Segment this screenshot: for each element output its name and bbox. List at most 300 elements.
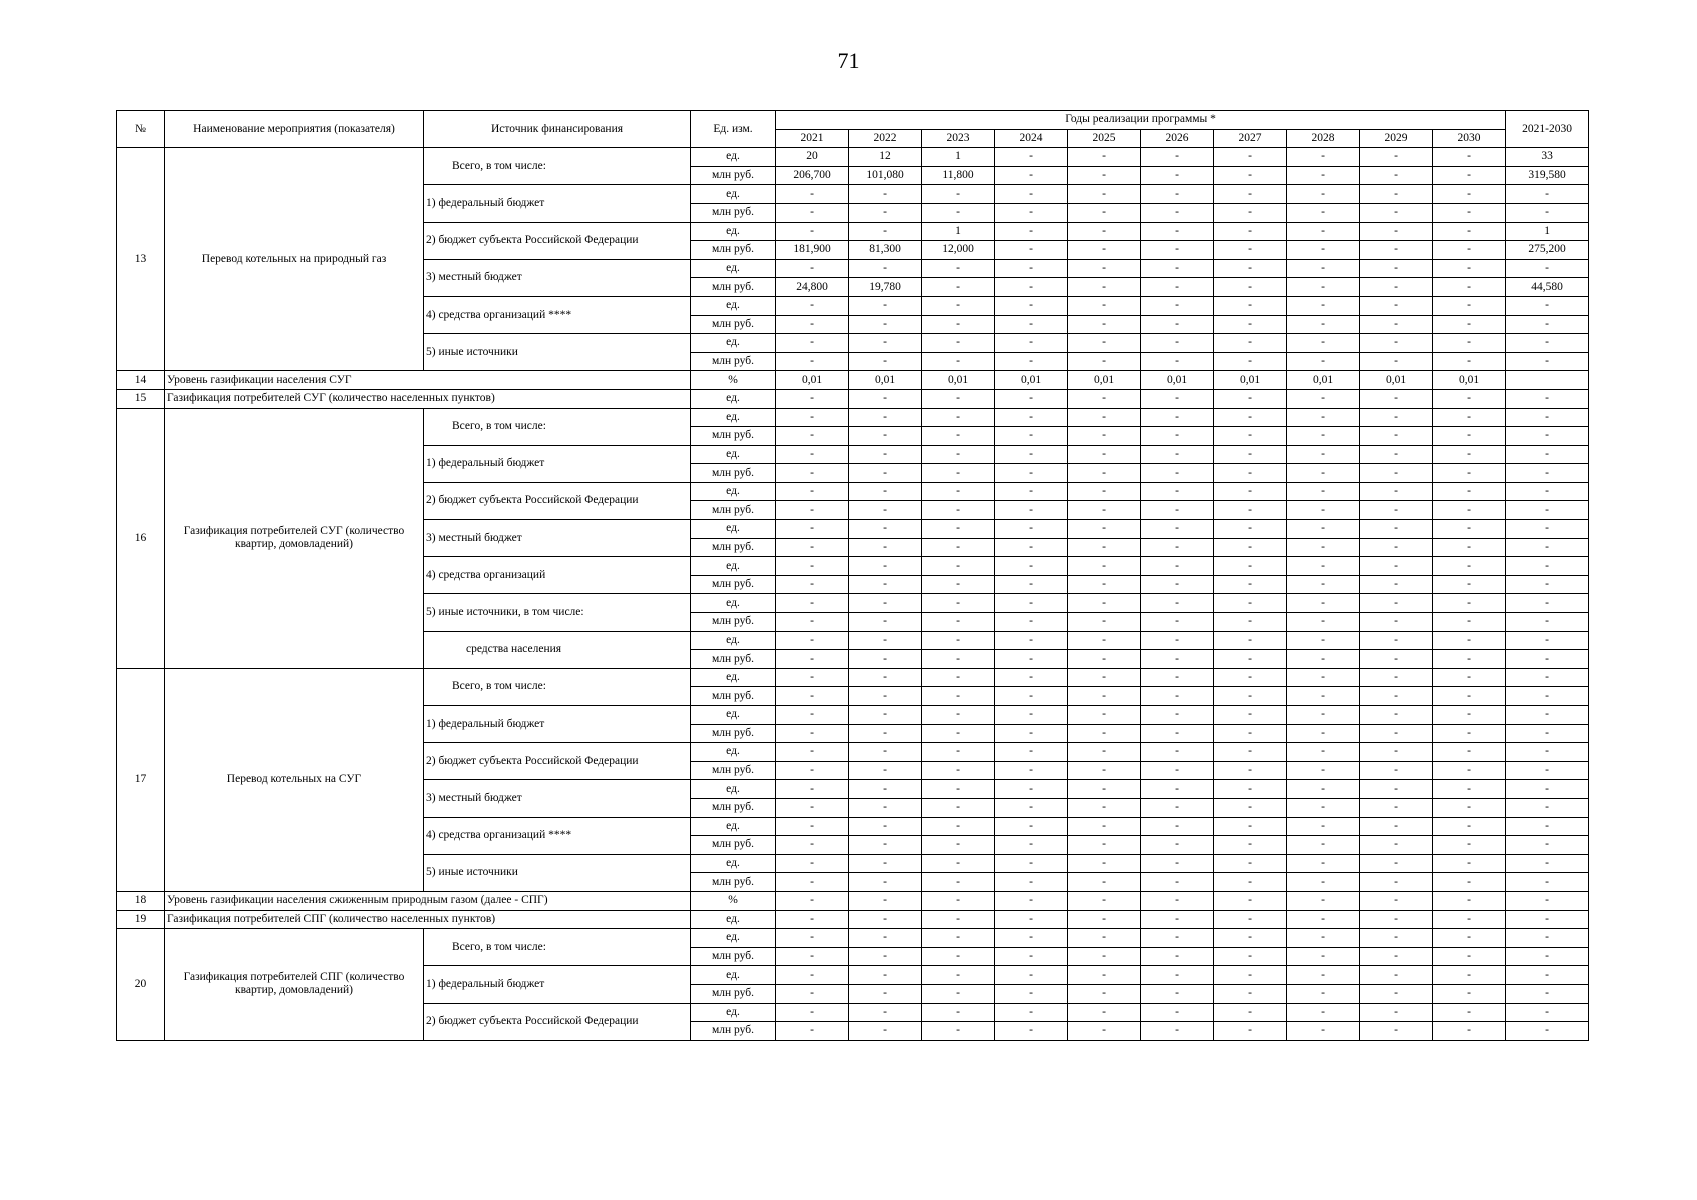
value-cell: - [1287, 780, 1360, 799]
row-number: 18 [117, 891, 165, 910]
value-cell: - [849, 854, 922, 873]
value-cell: - [849, 706, 922, 725]
value-cell: - [776, 631, 849, 650]
value-cell: - [776, 222, 849, 241]
value-cell: - [995, 482, 1068, 501]
table-row [117, 929, 1589, 948]
value-cell: - [776, 315, 849, 334]
row-unit: ед. [691, 706, 776, 725]
value-cell: - [995, 836, 1068, 855]
total-cell: 319,580 [1506, 166, 1589, 185]
value-cell: - [1360, 854, 1433, 873]
row-unit: ед. [691, 445, 776, 464]
value-cell: - [776, 947, 849, 966]
value-cell: - [849, 427, 922, 446]
value-cell: - [1141, 891, 1214, 910]
row-unit: ед. [691, 929, 776, 948]
value-cell: - [1068, 389, 1141, 408]
value-cell: - [1214, 352, 1287, 371]
row-unit: млн руб. [691, 687, 776, 706]
value-cell: - [776, 984, 849, 1003]
value-cell: 0,01 [849, 371, 922, 390]
value-cell: - [1141, 836, 1214, 855]
value-cell: - [922, 966, 995, 985]
value-cell: - [1360, 464, 1433, 483]
table-row [117, 891, 1589, 910]
value-cell: - [1433, 706, 1506, 725]
value-cell: - [995, 743, 1068, 762]
value-cell: - [1433, 464, 1506, 483]
value-cell: - [1214, 780, 1287, 799]
value-cell: - [995, 389, 1068, 408]
total-cell: - [1506, 984, 1589, 1003]
value-cell: - [776, 389, 849, 408]
value-cell: - [1141, 408, 1214, 427]
value-cell: - [1433, 947, 1506, 966]
row-unit: ед. [691, 668, 776, 687]
value-cell: - [1214, 445, 1287, 464]
funding-source: 4) средства организаций **** [424, 296, 691, 333]
value-cell: - [849, 482, 922, 501]
total-cell: - [1506, 817, 1589, 836]
value-cell: - [1068, 1003, 1141, 1022]
value-cell: - [849, 575, 922, 594]
value-cell: - [1068, 166, 1141, 185]
funding-source: 4) средства организаций **** [424, 817, 691, 854]
value-cell: - [776, 203, 849, 222]
funding-source: 2) бюджет субъекта Российской Федерации [424, 743, 691, 780]
value-cell: - [922, 315, 995, 334]
value-cell: - [1214, 185, 1287, 204]
value-cell: - [922, 278, 995, 297]
value-cell: - [1214, 334, 1287, 353]
value-cell: 24,800 [776, 278, 849, 297]
total-cell: - [1506, 427, 1589, 446]
value-cell: - [922, 650, 995, 669]
value-cell: - [1141, 984, 1214, 1003]
funding-source: 3) местный бюджет [424, 520, 691, 557]
total-cell: - [1506, 613, 1589, 632]
value-cell: - [1214, 743, 1287, 762]
header-year: 2023 [922, 129, 995, 148]
value-cell: - [922, 594, 995, 613]
value-cell: - [776, 798, 849, 817]
value-cell: - [995, 148, 1068, 167]
value-cell: - [1214, 836, 1287, 855]
value-cell: - [995, 538, 1068, 557]
value-cell: - [849, 464, 922, 483]
value-cell: - [849, 185, 922, 204]
value-cell: - [1214, 854, 1287, 873]
value-cell: - [1433, 668, 1506, 687]
value-cell: - [1360, 427, 1433, 446]
total-cell: - [1506, 520, 1589, 539]
value-cell: - [776, 1003, 849, 1022]
value-cell: - [1068, 836, 1141, 855]
value-cell: - [922, 520, 995, 539]
value-cell: - [849, 668, 922, 687]
value-cell: - [1287, 594, 1360, 613]
value-cell: - [1287, 798, 1360, 817]
value-cell: - [1360, 185, 1433, 204]
row-unit: ед. [691, 854, 776, 873]
funding-source: 1) федеральный бюджет [424, 445, 691, 482]
value-cell: - [1360, 575, 1433, 594]
value-cell: - [1360, 538, 1433, 557]
value-cell: - [1360, 798, 1433, 817]
total-cell: - [1506, 538, 1589, 557]
total-cell: - [1506, 259, 1589, 278]
row-unit: ед. [691, 520, 776, 539]
value-cell: - [1141, 668, 1214, 687]
value-cell: - [776, 910, 849, 929]
value-cell: - [922, 854, 995, 873]
value-cell: - [1214, 947, 1287, 966]
value-cell: - [1287, 966, 1360, 985]
value-cell: - [922, 203, 995, 222]
value-cell: - [995, 241, 1068, 260]
value-cell: - [995, 334, 1068, 353]
value-cell: - [1214, 166, 1287, 185]
value-cell: - [922, 798, 995, 817]
funding-source: 4) средства организаций [424, 557, 691, 594]
value-cell: - [1214, 278, 1287, 297]
value-cell: - [1360, 1003, 1433, 1022]
value-cell: - [995, 352, 1068, 371]
value-cell: - [1433, 482, 1506, 501]
value-cell: - [1141, 1022, 1214, 1041]
value-cell: - [995, 817, 1068, 836]
value-cell: - [1360, 613, 1433, 632]
value-cell: - [995, 445, 1068, 464]
value-cell: - [922, 817, 995, 836]
value-cell: - [1287, 464, 1360, 483]
total-cell: - [1506, 1003, 1589, 1022]
value-cell: - [922, 724, 995, 743]
value-cell: - [849, 929, 922, 948]
value-cell: - [1287, 315, 1360, 334]
value-cell: - [1068, 352, 1141, 371]
value-cell: - [1141, 203, 1214, 222]
value-cell: - [1214, 724, 1287, 743]
value-cell: - [849, 557, 922, 576]
value-cell: - [1433, 185, 1506, 204]
row-unit: млн руб. [691, 798, 776, 817]
value-cell: - [1068, 650, 1141, 669]
value-cell: - [1141, 687, 1214, 706]
value-cell: - [849, 389, 922, 408]
value-cell: - [1433, 761, 1506, 780]
value-cell: - [1433, 241, 1506, 260]
value-cell: - [995, 557, 1068, 576]
value-cell: - [1287, 873, 1360, 892]
header-year: 2028 [1287, 129, 1360, 148]
value-cell: - [1141, 966, 1214, 985]
value-cell: - [1360, 650, 1433, 669]
value-cell: - [1433, 501, 1506, 520]
value-cell: - [922, 687, 995, 706]
value-cell: - [922, 408, 995, 427]
value-cell: - [995, 724, 1068, 743]
funding-source: 3) местный бюджет [424, 259, 691, 296]
value-cell: - [849, 613, 922, 632]
value-cell: - [776, 650, 849, 669]
row-number: 13 [117, 148, 165, 371]
value-cell: - [1214, 984, 1287, 1003]
value-cell: - [1360, 594, 1433, 613]
row-unit: ед. [691, 557, 776, 576]
header-year: 2025 [1068, 129, 1141, 148]
value-cell: - [1433, 798, 1506, 817]
value-cell: - [922, 631, 995, 650]
value-cell: - [1214, 873, 1287, 892]
value-cell: - [1433, 575, 1506, 594]
value-cell: - [776, 296, 849, 315]
value-cell: - [922, 185, 995, 204]
value-cell: - [1068, 296, 1141, 315]
value-cell: - [1433, 538, 1506, 557]
value-cell: - [1360, 984, 1433, 1003]
row-unit: ед. [691, 185, 776, 204]
value-cell: - [849, 445, 922, 464]
value-cell: - [849, 966, 922, 985]
value-cell: - [995, 947, 1068, 966]
value-cell: - [1214, 668, 1287, 687]
value-cell: - [849, 984, 922, 1003]
value-cell: - [995, 501, 1068, 520]
value-cell: - [1214, 891, 1287, 910]
total-cell: - [1506, 910, 1589, 929]
value-cell: - [1433, 352, 1506, 371]
row-unit: млн руб. [691, 613, 776, 632]
row-unit: ед. [691, 817, 776, 836]
value-cell: - [1068, 761, 1141, 780]
value-cell: - [995, 631, 1068, 650]
row-unit: ед. [691, 334, 776, 353]
value-cell: - [776, 613, 849, 632]
table-row [117, 668, 1589, 687]
value-cell: - [922, 259, 995, 278]
value-cell: - [1433, 389, 1506, 408]
value-cell: - [995, 613, 1068, 632]
value-cell: - [995, 891, 1068, 910]
row-number: 19 [117, 910, 165, 929]
value-cell: - [1068, 538, 1141, 557]
value-cell: - [1214, 538, 1287, 557]
value-cell: - [849, 501, 922, 520]
value-cell: - [1360, 724, 1433, 743]
value-cell: - [1360, 557, 1433, 576]
row-unit: ед. [691, 408, 776, 427]
header-no: № [117, 111, 165, 148]
value-cell: - [1360, 241, 1433, 260]
value-cell: - [1141, 798, 1214, 817]
value-cell: - [849, 798, 922, 817]
value-cell: - [1287, 668, 1360, 687]
total-cell: - [1506, 334, 1589, 353]
value-cell: - [1214, 427, 1287, 446]
value-cell: - [1068, 334, 1141, 353]
value-cell: - [1068, 854, 1141, 873]
value-cell: 0,01 [1360, 371, 1433, 390]
row-unit: млн руб. [691, 427, 776, 446]
total-cell: - [1506, 891, 1589, 910]
row-unit: млн руб. [691, 984, 776, 1003]
value-cell: - [1287, 910, 1360, 929]
value-cell: - [1068, 315, 1141, 334]
value-cell: - [1068, 427, 1141, 446]
value-cell: - [1141, 631, 1214, 650]
value-cell: - [922, 947, 995, 966]
total-cell: - [1506, 594, 1589, 613]
row-unit: млн руб. [691, 166, 776, 185]
value-cell: - [1068, 929, 1141, 948]
value-cell: - [1360, 482, 1433, 501]
value-cell: - [1287, 854, 1360, 873]
value-cell: - [1214, 389, 1287, 408]
value-cell: - [1360, 761, 1433, 780]
total-cell: - [1506, 464, 1589, 483]
value-cell: - [995, 166, 1068, 185]
value-cell: - [922, 873, 995, 892]
value-cell: - [1214, 464, 1287, 483]
value-cell: - [1068, 575, 1141, 594]
value-cell: - [1433, 687, 1506, 706]
value-cell: - [922, 538, 995, 557]
value-cell: - [1214, 482, 1287, 501]
row-unit: млн руб. [691, 278, 776, 297]
value-cell: - [849, 687, 922, 706]
value-cell: - [1360, 966, 1433, 985]
value-cell: - [849, 743, 922, 762]
value-cell: - [1360, 389, 1433, 408]
total-cell: - [1506, 1022, 1589, 1041]
value-cell: - [776, 482, 849, 501]
value-cell: - [1141, 389, 1214, 408]
value-cell: - [1287, 520, 1360, 539]
value-cell: - [922, 352, 995, 371]
value-cell: 0,01 [1214, 371, 1287, 390]
value-cell: - [1287, 817, 1360, 836]
value-cell: - [1068, 520, 1141, 539]
value-cell: - [1287, 445, 1360, 464]
value-cell: - [1433, 891, 1506, 910]
row-unit: млн руб. [691, 241, 776, 260]
value-cell: - [1360, 166, 1433, 185]
value-cell: - [1214, 501, 1287, 520]
value-cell: - [849, 836, 922, 855]
value-cell: - [776, 464, 849, 483]
value-cell: - [776, 817, 849, 836]
value-cell: - [1068, 241, 1141, 260]
total-cell: - [1506, 575, 1589, 594]
row-unit: ед. [691, 259, 776, 278]
value-cell: - [1287, 538, 1360, 557]
row-unit: ед. [691, 222, 776, 241]
value-cell: - [776, 445, 849, 464]
value-cell: - [1287, 148, 1360, 167]
value-cell: - [995, 203, 1068, 222]
value-cell: - [1141, 761, 1214, 780]
total-cell: - [1506, 687, 1589, 706]
total-cell: - [1506, 631, 1589, 650]
row-unit: ед. [691, 594, 776, 613]
total-cell: - [1506, 501, 1589, 520]
value-cell: - [1287, 389, 1360, 408]
value-cell: - [1068, 780, 1141, 799]
value-cell: - [776, 929, 849, 948]
value-cell: - [1433, 929, 1506, 948]
value-cell: - [1068, 668, 1141, 687]
value-cell: - [1068, 798, 1141, 817]
value-cell: - [1360, 408, 1433, 427]
value-cell: - [1433, 427, 1506, 446]
value-cell: - [1433, 334, 1506, 353]
value-cell: - [776, 891, 849, 910]
value-cell: - [1433, 222, 1506, 241]
value-cell: - [1214, 408, 1287, 427]
value-cell: - [922, 668, 995, 687]
row-unit: % [691, 371, 776, 390]
total-cell: 33 [1506, 148, 1589, 167]
value-cell: - [776, 557, 849, 576]
value-cell: - [849, 594, 922, 613]
total-cell: - [1506, 408, 1589, 427]
value-cell: - [922, 910, 995, 929]
value-cell: - [1287, 575, 1360, 594]
row-unit: ед. [691, 296, 776, 315]
value-cell: - [995, 408, 1068, 427]
value-cell: - [1214, 613, 1287, 632]
value-cell: - [1433, 557, 1506, 576]
value-cell: 0,01 [1141, 371, 1214, 390]
value-cell: - [1433, 278, 1506, 297]
value-cell: - [922, 575, 995, 594]
value-cell: - [1068, 222, 1141, 241]
value-cell: - [1287, 501, 1360, 520]
value-cell: - [1141, 185, 1214, 204]
value-cell: - [1214, 241, 1287, 260]
value-cell: - [922, 706, 995, 725]
value-cell: - [1287, 278, 1360, 297]
value-cell: - [922, 482, 995, 501]
value-cell: - [1141, 352, 1214, 371]
value-cell: - [1068, 278, 1141, 297]
value-cell: - [922, 984, 995, 1003]
value-cell: - [1141, 929, 1214, 948]
total-cell: - [1506, 296, 1589, 315]
value-cell: - [1287, 631, 1360, 650]
value-cell: - [995, 594, 1068, 613]
value-cell: - [995, 966, 1068, 985]
value-cell: - [1287, 743, 1360, 762]
total-cell: - [1506, 668, 1589, 687]
value-cell: - [1214, 817, 1287, 836]
table-row [117, 371, 1589, 390]
funding-source: 2) бюджет субъекта Российской Федерации [424, 482, 691, 519]
value-cell: - [1360, 352, 1433, 371]
value-cell: - [1214, 761, 1287, 780]
value-cell: - [776, 575, 849, 594]
value-cell: - [1068, 203, 1141, 222]
value-cell: - [1214, 520, 1287, 539]
total-cell: - [1506, 445, 1589, 464]
value-cell: - [1141, 873, 1214, 892]
total-cell: - [1506, 706, 1589, 725]
value-cell: - [995, 668, 1068, 687]
header-total: 2021-2030 [1506, 111, 1589, 148]
value-cell: - [1360, 222, 1433, 241]
